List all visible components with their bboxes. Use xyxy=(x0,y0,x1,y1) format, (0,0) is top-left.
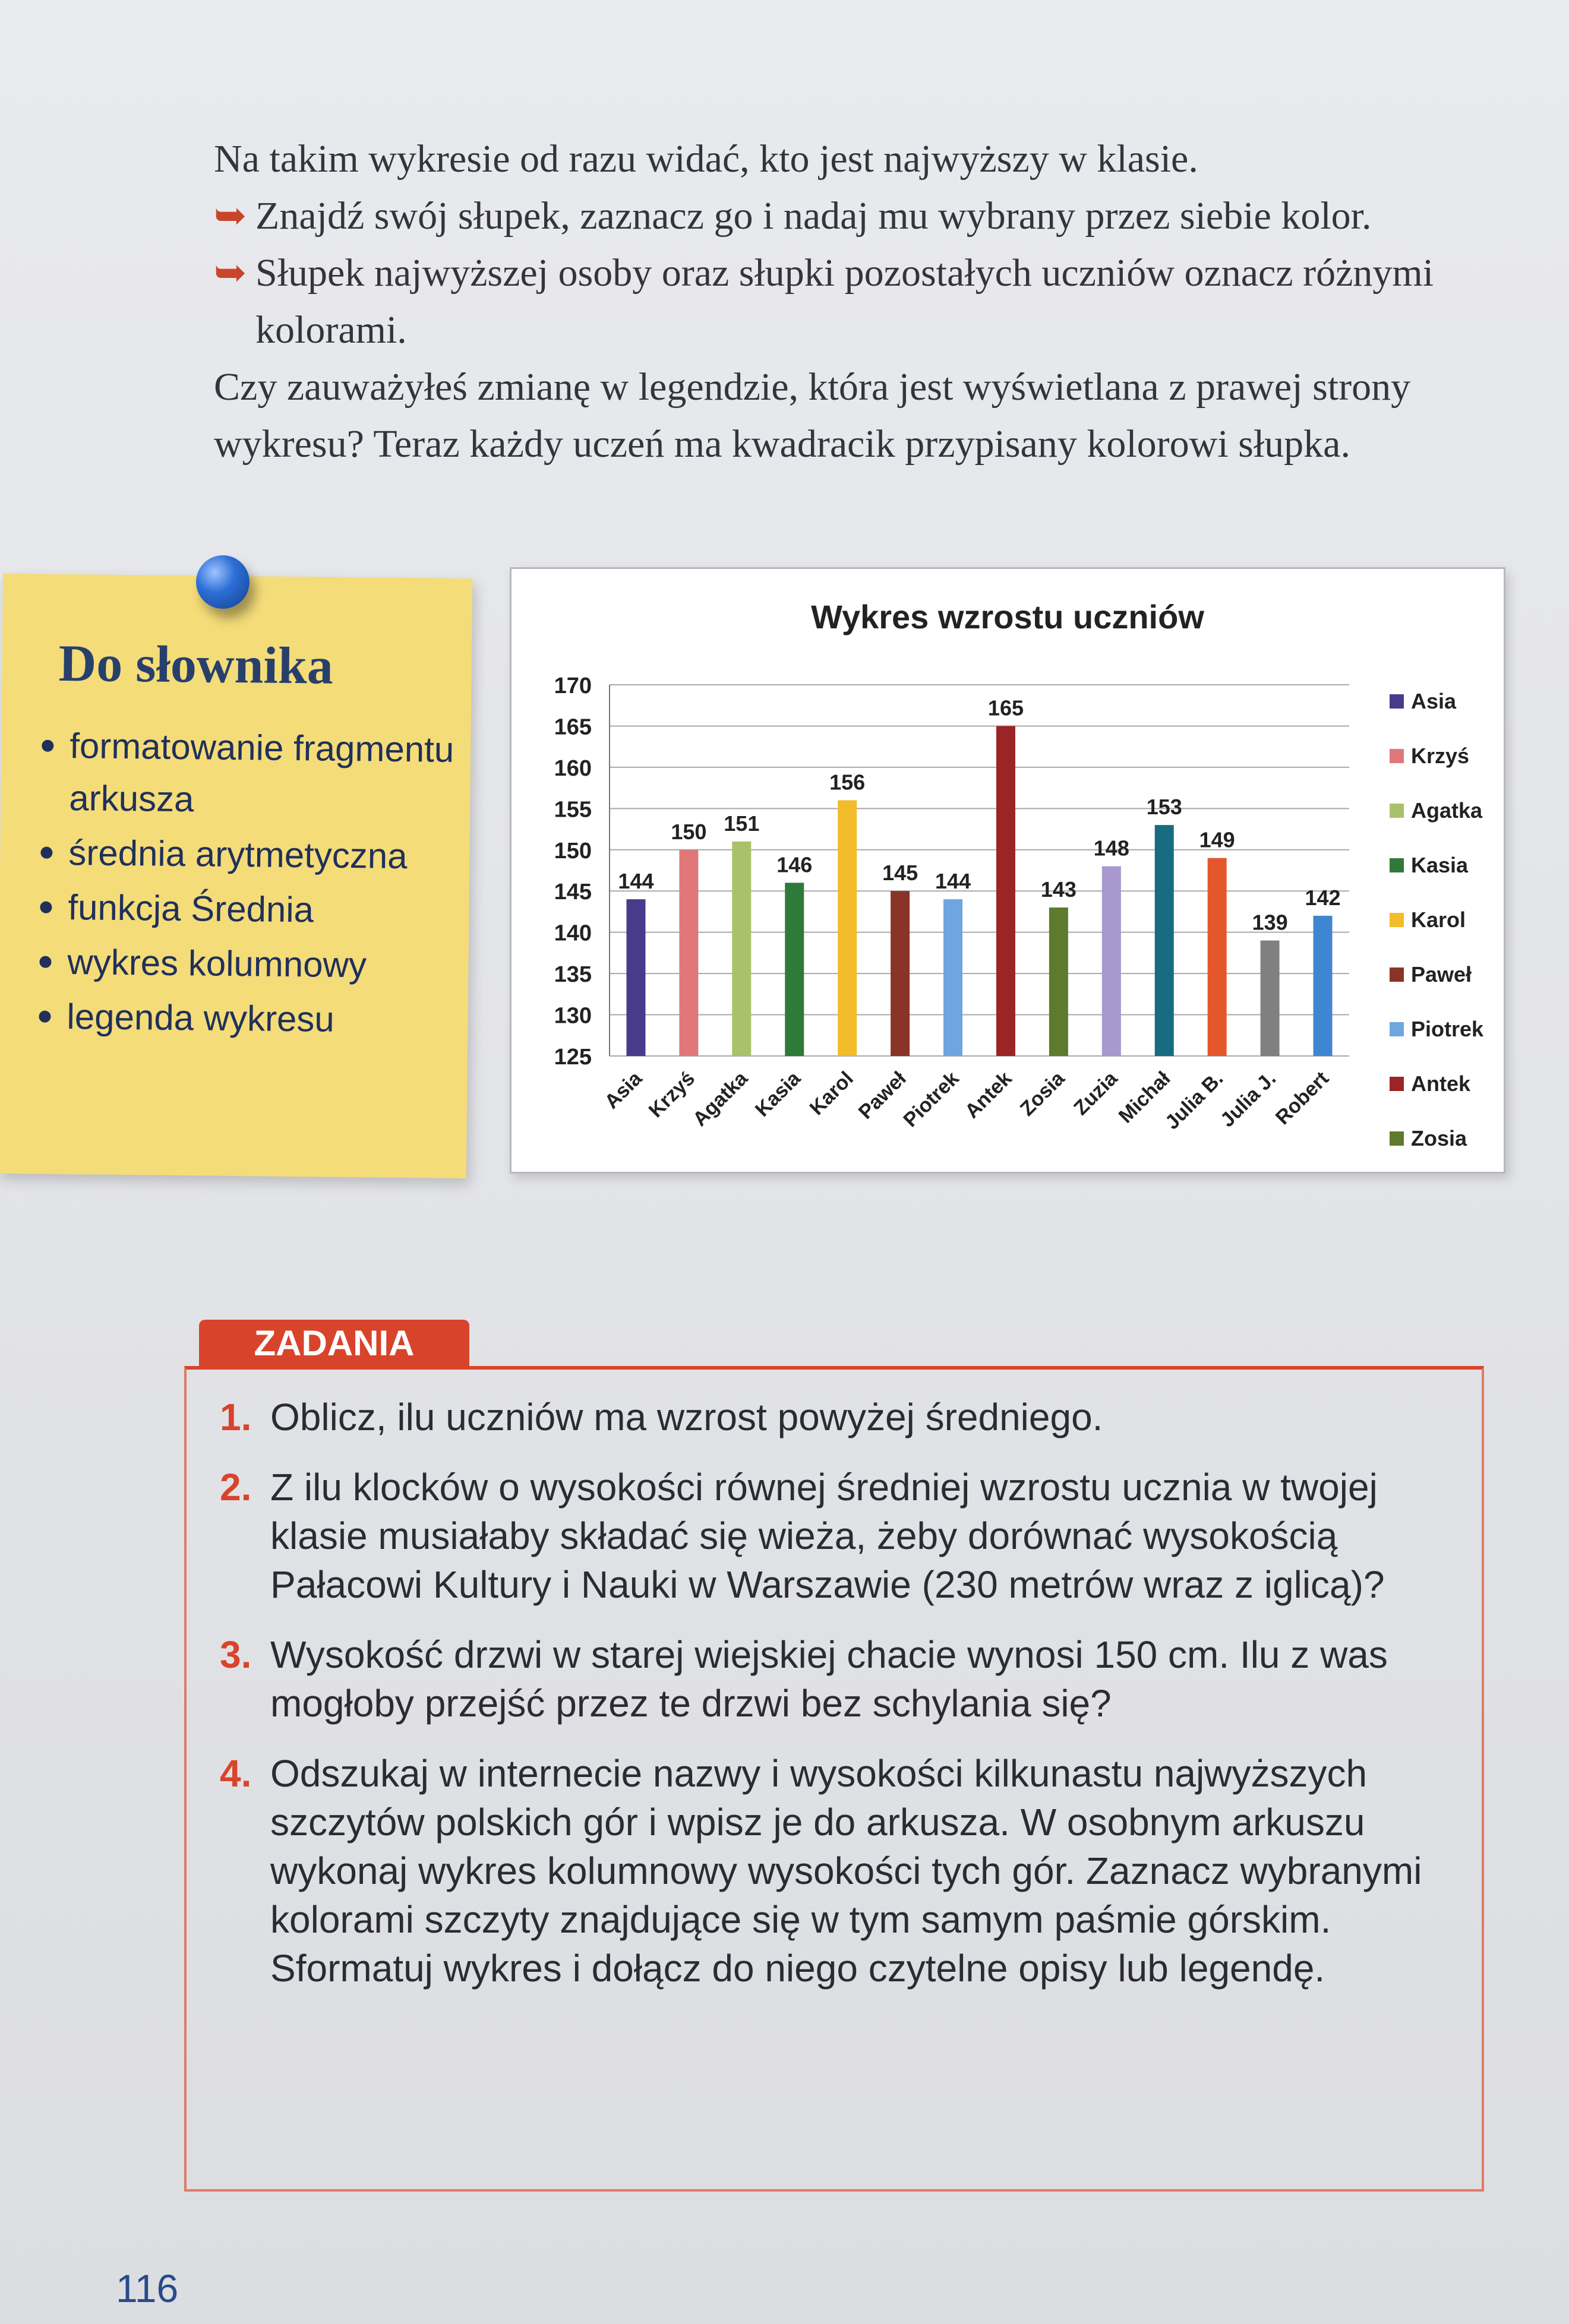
x-tick-label: Paweł xyxy=(854,1067,911,1124)
y-tick-label: 155 xyxy=(554,797,592,823)
x-tick-label: Julia J. xyxy=(1216,1067,1281,1132)
task-number: 4. xyxy=(220,1752,252,1795)
x-tick-label: Zuzia xyxy=(1069,1067,1122,1120)
legend-swatch xyxy=(1390,694,1404,709)
bar-zuzia xyxy=(1102,867,1121,1056)
intro-text xyxy=(214,131,1521,473)
arrow-icon: ➥ xyxy=(214,251,247,295)
task-item xyxy=(220,1393,1438,1441)
data-label: 165 xyxy=(987,695,1024,720)
x-tick-label: Karol xyxy=(805,1067,858,1120)
legend-label: Karol xyxy=(1411,908,1466,932)
glossary-note xyxy=(0,574,472,1178)
legend-label: Antek xyxy=(1411,1071,1471,1096)
chart-svg xyxy=(512,569,1504,1172)
data-label: 144 xyxy=(618,869,654,894)
tasks-list xyxy=(220,1393,1438,2014)
data-label: 150 xyxy=(671,819,707,844)
x-tick-label: Robert xyxy=(1271,1067,1334,1130)
y-tick-label: 135 xyxy=(554,962,592,988)
data-label: 151 xyxy=(724,811,760,836)
y-tick-label: 150 xyxy=(554,838,592,864)
glossary-item: funkcja Średnia xyxy=(35,881,469,938)
glossary-item: średnia arytmetyczna xyxy=(36,826,470,883)
y-tick-label: 170 xyxy=(554,674,592,698)
y-tick-label: 145 xyxy=(554,880,592,905)
legend-swatch xyxy=(1390,1022,1404,1036)
x-tick-label: Piotrek xyxy=(899,1067,964,1132)
glossary-item: legenda wykresu xyxy=(34,990,468,1047)
bar-pawe xyxy=(891,891,910,1056)
x-tick-label: Julia B. xyxy=(1160,1067,1228,1134)
x-tick-label: Michał xyxy=(1114,1067,1175,1128)
legend-swatch xyxy=(1390,749,1404,763)
tasks-header: ZADANIA xyxy=(199,1320,469,1367)
task-item xyxy=(220,1630,1438,1728)
bar-kasia xyxy=(785,883,804,1056)
bar-robert xyxy=(1314,916,1333,1056)
task-text: Oblicz, ilu uczniów ma wzrost powyżej średniego. xyxy=(270,1396,1103,1438)
data-label: 139 xyxy=(1252,910,1288,935)
y-tick-label: 140 xyxy=(554,921,592,946)
data-label: 153 xyxy=(1146,795,1182,820)
bar-asia xyxy=(626,899,645,1056)
bar-micha xyxy=(1155,825,1174,1056)
task-text: Odszukaj w internecie nazwy i wysokości kilkunastu najwyższych szczytów polskich gór i wpisz je do arkusza. W osobnym arkuszu wykonaj wykres kolumnowy wysokości tych gór. Zaznacz wybranymi kolorami szczyty znajdujące się w tym samym paśmie górskim. Sformatuj wykres i dołącz do niego czytelne opisy lub legendę. xyxy=(270,1752,1422,1990)
legend-swatch xyxy=(1390,804,1404,818)
task-item xyxy=(220,1463,1438,1609)
data-label: 148 xyxy=(1093,836,1129,861)
legend-label: Paweł xyxy=(1411,962,1472,986)
intro-bullet-text: Słupek najwyższej osoby oraz słupki pozostałych uczniów oznacz różnymi kolorami. xyxy=(255,251,1434,352)
data-label: 142 xyxy=(1305,885,1341,910)
arrow-icon: ➥ xyxy=(214,194,247,238)
data-label: 149 xyxy=(1199,827,1235,852)
legend-swatch xyxy=(1390,967,1404,982)
data-label: 146 xyxy=(776,852,813,877)
data-label: 143 xyxy=(1040,877,1076,902)
legend-label: Krzyś xyxy=(1411,744,1470,768)
glossary-list xyxy=(34,720,471,1050)
task-text: Z ilu klocków o wysokości równej średniej wzrostu ucznia w twojej klasie musiałaby składać się wieża, żeby dorównać wysokością Pałacowi Kultury i Nauki w Warszawie (230 metrów wraz z iglicą)? xyxy=(270,1466,1385,1606)
chart-title: Wykres wzrostu uczniów xyxy=(811,598,1204,635)
legend-label: Piotrek xyxy=(1411,1017,1484,1041)
x-tick-label: Asia xyxy=(600,1067,647,1114)
legend-label: Agatka xyxy=(1411,798,1483,823)
data-label: 144 xyxy=(935,869,971,894)
legend-label: Kasia xyxy=(1411,853,1469,877)
legend-swatch xyxy=(1390,858,1404,872)
task-text: Wysokość drzwi w starej wiejskiej chacie wynosi 150 cm. Ilu z was mogłoby przejść przez te drzwi bez schylania się? xyxy=(270,1633,1388,1725)
intro-line: Na takim wykresie od razu widać, kto jest najwyższy w klasie. xyxy=(214,137,1198,181)
legend-label: Asia xyxy=(1411,689,1457,713)
bar-juliab xyxy=(1208,858,1227,1056)
task-item xyxy=(220,1749,1438,1993)
y-tick-label: 130 xyxy=(554,1003,592,1029)
task-number: 2. xyxy=(220,1466,252,1509)
bar-zosia xyxy=(1049,908,1068,1056)
bar-piotrek xyxy=(943,899,962,1056)
data-label: 156 xyxy=(829,770,866,795)
intro-line: Czy zauważyłeś zmianę w legendzie, która jest wyświetlana z prawej strony wykresu? Teraz każdy uczeń ma kwadracik przypisany kolorowi słupka. xyxy=(214,365,1411,466)
page-number: 116 xyxy=(116,2266,179,2310)
intro-bullet-text: Znajdź swój słupek, zaznacz go i nadaj mu wybrany przez siebie kolor. xyxy=(255,194,1372,238)
glossary-item: formatowanie fragmentu arkusza xyxy=(36,720,471,829)
legend-label: Zosia xyxy=(1411,1126,1467,1150)
height-chart xyxy=(510,567,1505,1174)
pushpin-icon xyxy=(196,555,250,609)
bar-agatka xyxy=(732,842,751,1056)
glossary-item: wykres kolumnowy xyxy=(34,935,469,992)
bar-karol xyxy=(838,800,857,1056)
task-number: 3. xyxy=(220,1633,252,1676)
y-tick-label: 165 xyxy=(554,714,592,740)
bar-antek xyxy=(996,726,1015,1056)
data-label: 145 xyxy=(882,861,918,886)
x-tick-label: Antek xyxy=(960,1067,1016,1123)
x-tick-label: Kasia xyxy=(750,1067,805,1121)
legend-swatch xyxy=(1390,1077,1404,1091)
y-tick-label: 125 xyxy=(554,1045,592,1070)
intro-bullet xyxy=(214,245,1521,359)
x-tick-label: Zosia xyxy=(1015,1067,1069,1121)
glossary-title: Do słownika xyxy=(58,634,334,695)
intro-bullet xyxy=(214,188,1521,245)
legend-swatch xyxy=(1390,913,1404,927)
bar-juliaj xyxy=(1261,941,1280,1056)
y-tick-label: 160 xyxy=(554,755,592,781)
legend-swatch xyxy=(1390,1131,1404,1146)
task-number: 1. xyxy=(220,1396,252,1438)
x-tick-label: Agatka xyxy=(688,1067,752,1131)
x-tick-label: Krzyś xyxy=(644,1067,700,1123)
bar-krzy xyxy=(679,850,698,1056)
